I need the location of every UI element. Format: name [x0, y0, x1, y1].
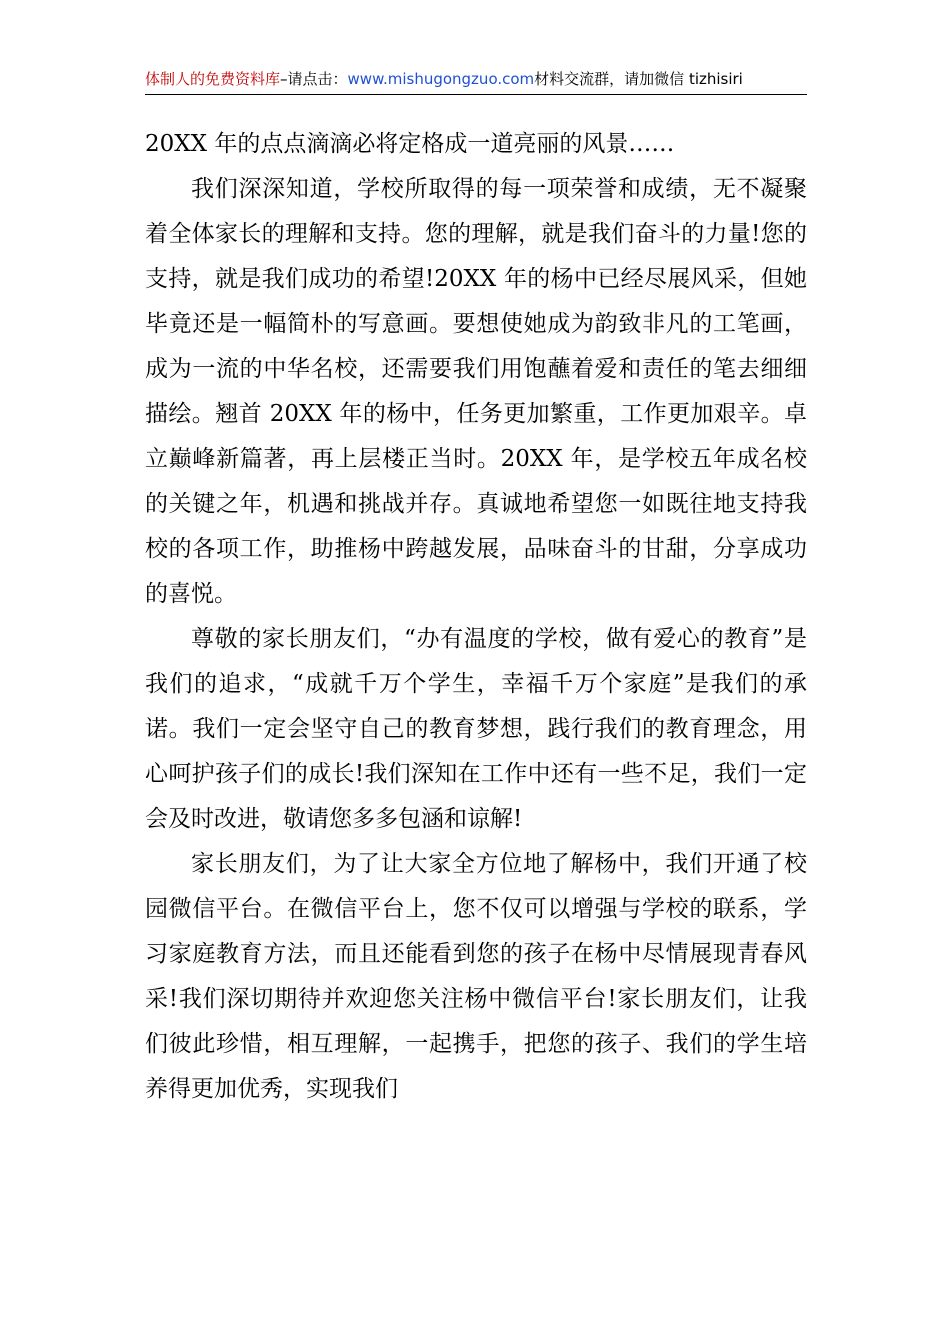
- paragraph: 我们深深知道，学校所取得的每一项荣誉和成绩，无不凝聚着全体家长的理解和支持。您的理解，就是我们奋斗的力量!您的支持，就是我们成功的希望!20XX 年的杨中已经尽展风采，但她毕竟还是一幅简朴的写意画。要想使她成为韵致非凡的工笔画，成为一流的中华名校，还需要我们用饱蘸着爱和责任的笔去细细描绘。翘首 20XX 年的杨中，任务更加繁重，工作更加艰辛。卓立巅峰新篇著，再上层楼正当时。20XX 年，是学校五年成名校的关键之年，机遇和挑战并存。真诚地希望您一如既往地支持我校的各项工作，助推杨中跨越发展，品味奋斗的甘甜，分享成功的喜悦。: [145, 176, 807, 607]
- paragraph: 家长朋友们，为了让大家全方位地了解杨中，我们开通了校园微信平台。在微信平台上，您不仅可以增强与学校的联系，学习家庭教育方法，而且还能看到您的孩子在杨中尽情展现青春风采!我们深切期待并欢迎您关注杨中微信平台!家长朋友们，让我们彼此珍惜，相互理解，一起携手，把您的孩子、我们的学生培养得更加优秀，实现我们: [145, 851, 807, 1102]
- page-header: [145, 66, 807, 95]
- header-url-link[interactable]: www.mishugongzuo.com: [347, 70, 535, 88]
- header-brand: 体制人的免费资料库: [145, 70, 281, 88]
- document-body: [145, 122, 807, 1112]
- paragraph-continuation: 20XX 年的点点滴滴必将定格成一道亮丽的风景……: [145, 131, 675, 157]
- header-prompt: –请点击：: [280, 70, 348, 88]
- header-contact: 材料交流群，请加微信 tizhisiri: [534, 70, 743, 88]
- paragraph: 尊敬的家长朋友们，“办有温度的学校，做有爱心的教育”是我们的追求，“成就千万个学生，幸福千万个家庭”是我们的承诺。我们一定会坚守自己的教育梦想，践行我们的教育理念，用心呵护孩子们的成长!我们深知在工作中还有一些不足，我们一定会及时改进，敬请您多多包涵和谅解!: [145, 626, 807, 832]
